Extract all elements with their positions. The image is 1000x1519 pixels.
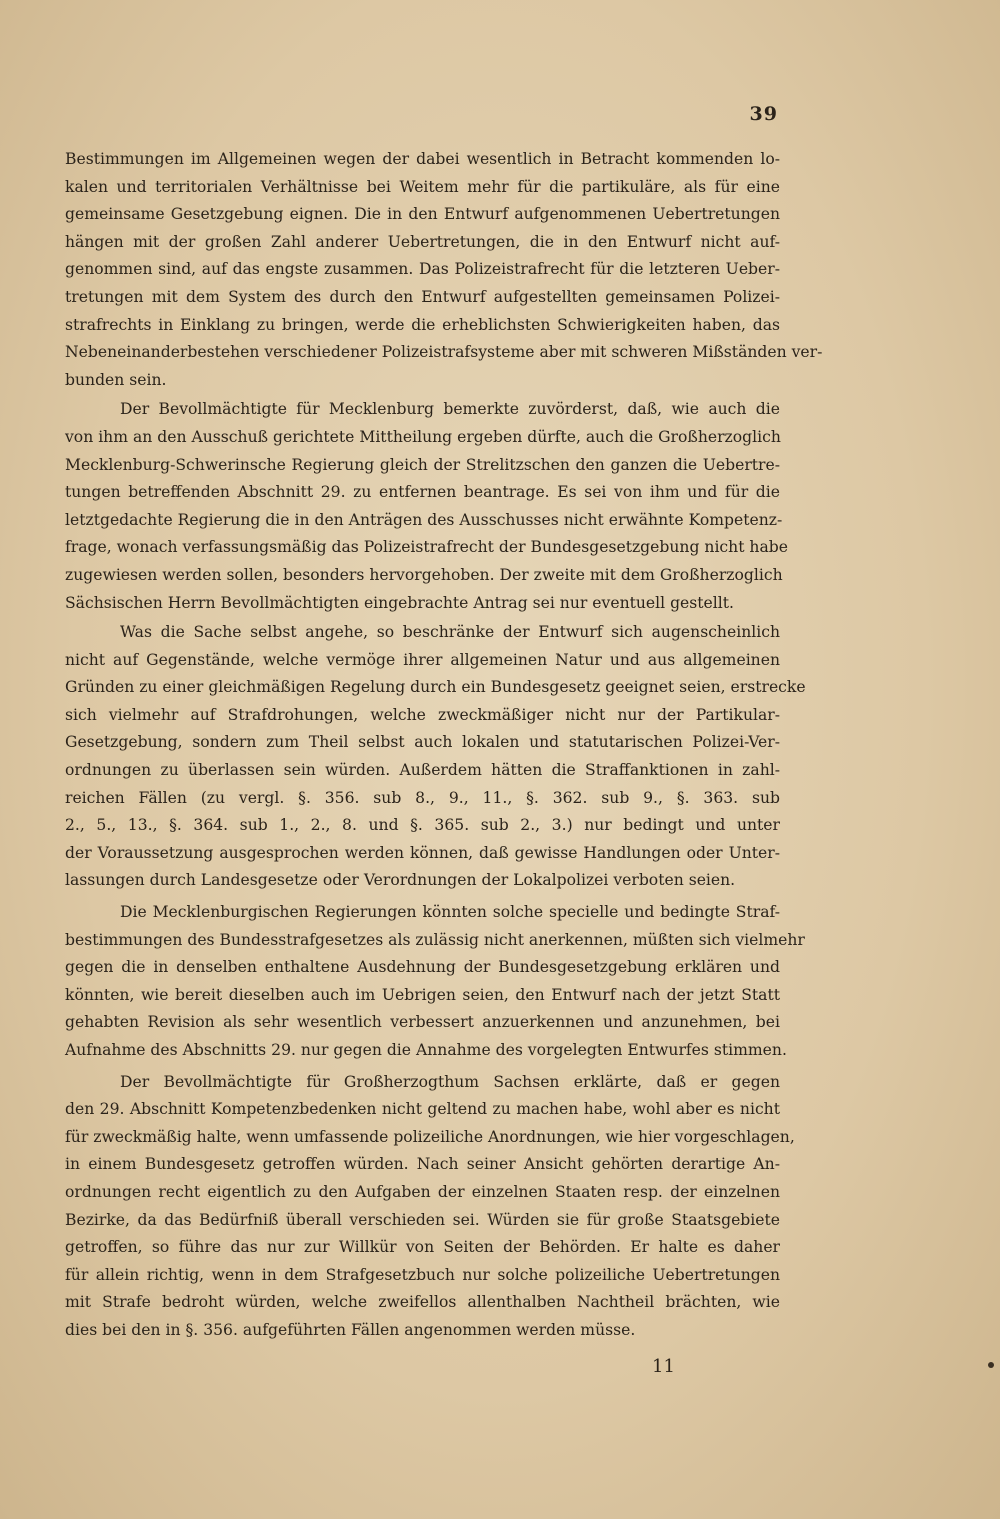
paragraph-2 — [65, 396, 788, 617]
text-line: für zweckmäßig halte, wenn umfassende polizeiliche Anordnungen, wie hier vorgeschlagen, — [65, 1127, 795, 1146]
text-line: gehabten Revision als sehr wesentlich verbessert anzuerkennen und anzunehmen, bei — [65, 1013, 780, 1032]
paragraph-1 — [65, 146, 823, 394]
text-line: Der Bevollmächtigte für Mecklenburg bemerkte zuvörderst, daß, wie auch die — [120, 400, 780, 419]
text-line: nicht auf Gegenstände, welche vermöge ihrer allgemeinen Natur und aus allgemeinen — [65, 650, 780, 669]
text-line: Bezirke, da das Bedürfniß überall verschieden sei. Würden sie für große Staatsgebiete — [65, 1210, 780, 1229]
text-line: frage, wonach verfassungsmäßig das Polizeistrafrecht der Bundesgesetzgebung nicht habe — [65, 538, 788, 557]
text-line: reichen Fällen (zu vergl. §. 356. sub 8., 9., 11., §. 362. sub 9., §. 363. sub — [65, 788, 780, 807]
text-line: ordnungen recht eigentlich zu den Aufgaben der einzelnen Staaten resp. der einzelnen — [65, 1182, 780, 1201]
signature-mark: 11 — [652, 1356, 675, 1377]
text-line: Gesetzgebung, sondern zum Theil selbst auch lokalen und statutarischen Polizei-Ver- — [65, 733, 780, 752]
text-line: bunden sein. — [65, 370, 167, 389]
text-line: Sächsischen Herrn Bevollmächtigten eingebrachte Antrag sei nur eventuell gestellt. — [65, 593, 734, 612]
text-line: sich vielmehr auf Strafdrohungen, welche zweckmäßiger nicht nur der Partikular- — [65, 705, 780, 724]
text-line: strafrechts in Einklang zu bringen, werde die erheblichsten Schwierigkeiten haben, das — [65, 315, 780, 334]
text-line: kalen und territorialen Verhältnisse bei Weitem mehr für die partikuläre, als für eine — [65, 177, 780, 196]
text-line: getroffen, so führe das nur zur Willkür von Seiten der Behörden. Er halte es daher — [65, 1238, 780, 1257]
text-line: Nebeneinanderbestehen verschiedener Polizeistrafsysteme aber mit schweren Mißständen ver- — [65, 343, 823, 362]
text-line: dies bei den in §. 356. aufgeführten Fällen angenommen werden müsse. — [65, 1320, 636, 1339]
text-line: Bestimmungen im Allgemeinen wegen der dabei wesentlich in Betracht kommenden lo- — [65, 150, 780, 168]
text-line: zugewiesen werden sollen, besonders hervorgehoben. Der zweite mit dem Großherzoglich — [65, 565, 783, 584]
paragraph-4 — [65, 899, 805, 1065]
text-line: lassungen durch Landesgesetze oder Verordnungen der Lokalpolizei verboten seien. — [65, 871, 736, 890]
paragraph-3 — [65, 619, 806, 895]
paragraph-5 — [65, 1069, 795, 1345]
text-line: letztgedachte Regierung die in den Anträgen des Ausschusses nicht erwähnte Kompetenz- — [65, 510, 783, 529]
text-line: Mecklenburg-Schwerinsche Regierung gleich der Strelitzschen den ganzen die Uebertre- — [65, 455, 780, 474]
text-line: der Voraussetzung ausgesprochen werden können, daß gewisse Handlungen oder Unter- — [65, 843, 780, 862]
text-line: genommen sind, auf das engste zusammen. Das Polizeistrafrecht für die letzteren Ueber- — [65, 260, 780, 279]
text-line: von ihm an den Ausschuß gerichtete Mittheilung ergeben dürfte, auch die Großherzoglich — [65, 427, 781, 446]
text-line: für allein richtig, wenn in dem Strafgesetzbuch nur solche polizeiliche Uebertretungen — [65, 1265, 780, 1284]
text-line: gegen die in denselben enthaltene Ausdehnung der Bundesgesetzgebung erklären und — [65, 958, 780, 977]
text-line: ordnungen zu überlassen sein würden. Außerdem hätten die Straffanktionen in zahl- — [65, 761, 780, 780]
text-line: mit Strafe bedroht würden, welche zweifellos allenthalben Nachtheil brächten, wie — [65, 1293, 780, 1312]
text-line: Der Bevollmächtigte für Großherzogthum Sachsen erklärte, daß er gegen — [120, 1072, 780, 1091]
text-line: den 29. Abschnitt Kompetenzbedenken nicht geltend zu machen habe, wohl aber es nicht — [65, 1100, 780, 1119]
text-line: könnten, wie bereit dieselben auch im Uebrigen seien, den Entwurf nach der jetzt Statt — [65, 985, 780, 1004]
text-line: hängen mit der großen Zahl anderer Uebertretungen, die in den Entwurf nicht auf- — [65, 232, 780, 251]
text-line: tungen betreffenden Abschnitt 29. zu entfernen beantrage. Es sei von ihm und für die — [65, 483, 780, 502]
text-line: bestimmungen des Bundesstrafgesetzes als zulässig nicht anerkennen, müßten sich vielmehr — [65, 930, 805, 949]
margin-dot — [988, 1362, 994, 1368]
text-line: Aufnahme des Abschnitts 29. nur gegen die Annahme des vorgelegten Entwurfes stimmen. — [65, 1041, 787, 1059]
text-line: Was die Sache selbst angehe, so beschränke der Entwurf sich augenscheinlich — [120, 623, 780, 642]
text-line: gemeinsame Gesetzgebung eignen. Die in den Entwurf aufgenommenen Uebertretungen — [65, 205, 780, 224]
body-text — [65, 146, 823, 1345]
text-line: Die Mecklenburgischen Regierungen könnten solche specielle und bedingte Straf- — [120, 903, 780, 922]
text-line: tretungen mit dem System des durch den Entwurf aufgestellten gemeinsamen Polizei- — [65, 287, 780, 306]
page-number: 39 — [749, 103, 778, 125]
text-line: 2., 5., 13., §. 364. sub 1., 2., 8. und §. 365. sub 2., 3.) nur bedingt und unter — [65, 816, 780, 835]
text-line: Gründen zu einer gleichmäßigen Regelung durch ein Bundesgesetz geeignet seien, erstrecke — [65, 678, 806, 697]
text-line: in einem Bundesgesetz getroffen würden. Nach seiner Ansicht gehörten derartige An- — [65, 1155, 780, 1174]
